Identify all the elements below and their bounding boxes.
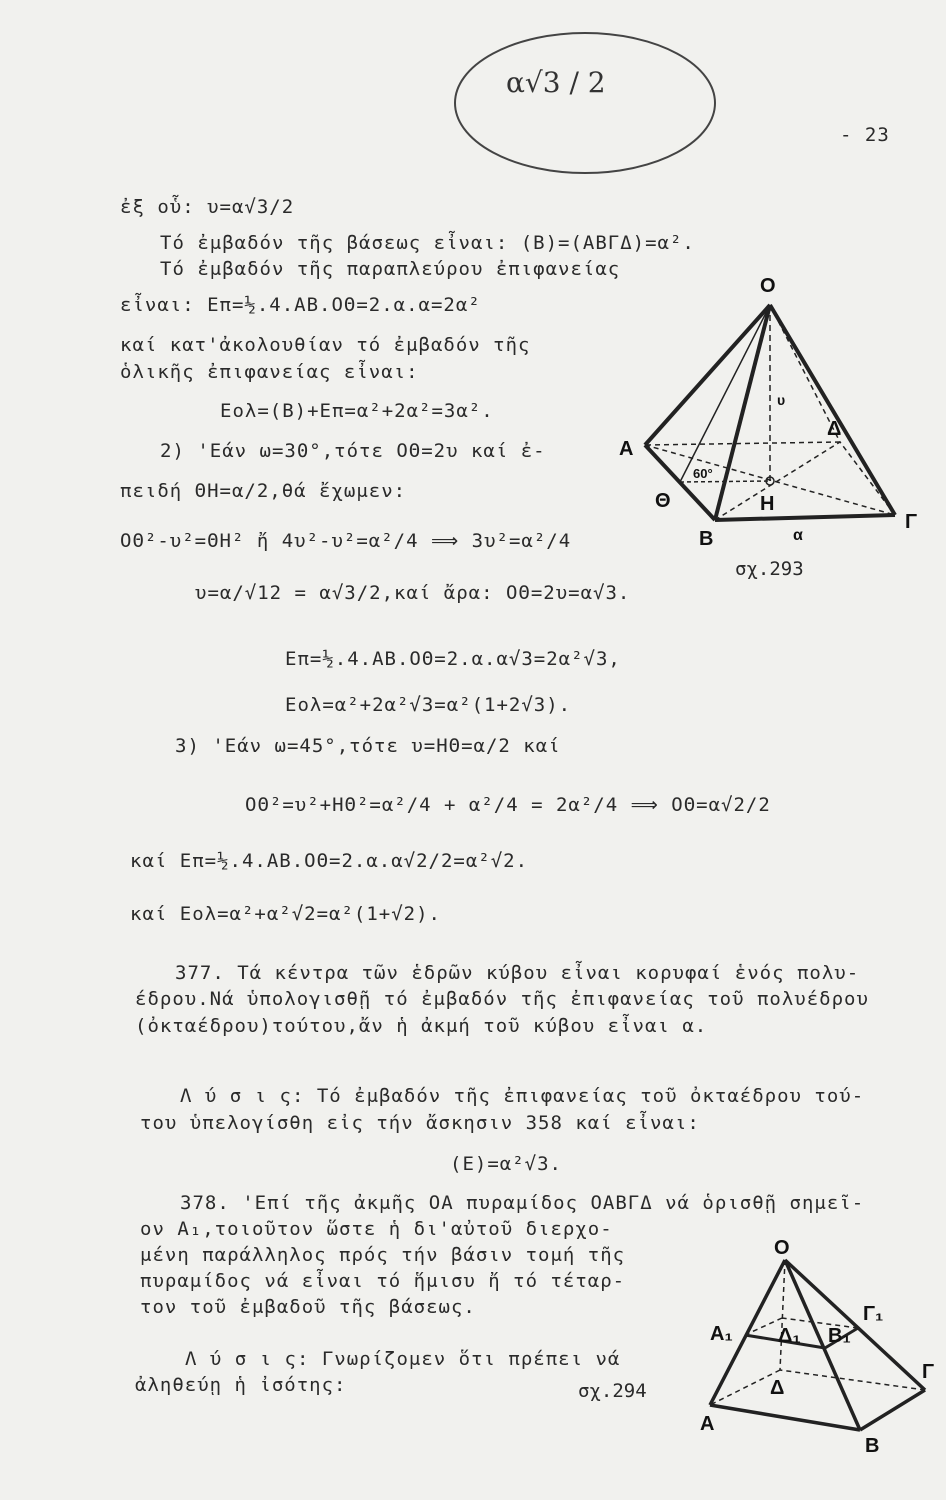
label-angle: 60° — [693, 466, 713, 481]
vertex-G: Γ — [905, 511, 918, 533]
vertex-B1: B₁ — [828, 1325, 851, 1347]
text-line: έδρου.Νά ὑπολογισθῇ τό ἐμβαδόν τῆς ἐπιφανείας τοῦ πολυέδρου — [135, 988, 869, 1010]
text-line: εἶναι: Επ=½.4.ΑΒ.ΟΘ=2.α.α=2α² — [120, 294, 481, 316]
handwritten-note: α√3 / 2 — [506, 66, 606, 99]
text-line: Εολ=(Β)+Επ=α²+2α²=3α². — [220, 400, 494, 422]
text-line: Λ ύ σ ι ς: Γνωρίζομεν ὅτι πρέπει νά — [185, 1348, 621, 1370]
vertex-Th: Θ — [655, 490, 671, 512]
vertex-B: B — [865, 1435, 880, 1457]
text-line: Επ=½.4.ΑΒ.ΟΘ=2.α.α√3=2α²√3, — [285, 648, 621, 670]
vertex-O: O — [760, 275, 776, 297]
vertex-D: Δ — [827, 418, 842, 440]
handwritten-circle — [450, 18, 730, 188]
text-line: 3) 'Εάν ω=45°,τότε υ=ΗΘ=α/2 καί — [175, 735, 561, 757]
text-line: τον τοῦ ἐμβαδοῦ τῆς βάσεως. — [140, 1296, 476, 1318]
vertex-G: Γ — [922, 1361, 935, 1383]
text-line: ἀληθεύῃ ἡ ἰσότης: — [135, 1374, 347, 1396]
text-line: καί κατ'ἀκολουθίαν τό ἐμβαδόν τῆς — [120, 334, 531, 356]
page-number: - 23 — [840, 124, 890, 146]
text-line: 377. Τά κέντρα τῶν ἑδρῶν κύβου εἶναι κορυφαί ἑνός πολυ- — [175, 962, 860, 984]
text-line: (Ε)=α²√3. — [450, 1153, 562, 1175]
text-line: (ὀκταέδρου)τούτου,ἄν ἡ ἀκμή τοῦ κύβου εἶναι α. — [135, 1015, 708, 1037]
vertex-A: A — [619, 438, 634, 460]
vertex-A1: A₁ — [710, 1323, 733, 1345]
vertex-H: H — [760, 493, 775, 515]
label-a: α — [793, 527, 803, 544]
text-line: μένη παράλληλος πρός τήν βάσιν τομή τῆς — [140, 1244, 626, 1266]
text-line: του ὑπελογίσθη εἰς τήν ἄσκησιν 358 καί εἶναι: — [140, 1112, 700, 1134]
vertex-D: Δ — [770, 1377, 785, 1399]
vertex-O: O — [774, 1240, 790, 1259]
figure-294 — [700, 1240, 940, 1460]
figure-293 — [615, 270, 935, 550]
figure-293-caption: σχ.293 — [735, 558, 804, 580]
text-line: πυραμίδος νά εἶναι τό ἥμισυ ἤ τό τέταρ- — [140, 1270, 626, 1292]
text-line: καί Εολ=α²+α²√2=α²(1+√2). — [130, 903, 441, 925]
text-line: καί Επ=½.4.ΑΒ.ΟΘ=2.α.α√2/2=α²√2. — [130, 850, 529, 872]
text-line: ἐξ οὗ: υ=α√3/2 — [120, 196, 295, 218]
vertex-D1: Δ₁ — [778, 1325, 801, 1347]
text-line: ΟΘ²-υ²=ΘΗ² ἤ 4υ²-υ²=α²/4 ⟹ 3υ²=α²/4 — [120, 530, 572, 552]
text-line: πειδή ΘΗ=α/2,θά ἔχωμεν: — [120, 480, 407, 502]
text-line: υ=α/√12 = α√3/2,καί ἄρα: ΟΘ=2υ=α√3. — [195, 582, 631, 604]
text-line: ΟΘ²=υ²+ΗΘ²=α²/4 + α²/4 = 2α²/4 ⟹ ΟΘ=α√2/2 — [245, 794, 771, 816]
vertex-G1: Γ₁ — [863, 1303, 884, 1325]
text-line: Λ ύ σ ι ς: Τό ἐμβαδόν τῆς ἐπιφανείας τοῦ ὀκταέδρου τού- — [180, 1085, 865, 1107]
text-line: ὁλικῆς ἐπιφανείας εἶναι: — [120, 361, 419, 383]
text-line: 378. 'Επί τῆς ἀκμῆς ΟΑ πυραμίδος ΟΑΒΓΔ νά ὁρισθῇ σημεῖ- — [180, 1192, 865, 1214]
text-line: Τό ἐμβαδόν τῆς βάσεως εἶναι: (Β)=(ΑΒΓΔ)=α². — [160, 232, 695, 254]
text-line: 2) 'Εάν ω=30°,τότε ΟΘ=2υ καί ἐ- — [160, 440, 546, 462]
figure-294-caption: σχ.294 — [578, 1380, 647, 1402]
text-line: Τό ἐμβαδόν τῆς παραπλεύρου ἐπιφανείας — [160, 258, 621, 280]
vertex-B: B — [699, 528, 714, 550]
text-line: ον Α₁,τοιοῦτον ὥστε ἡ δι'αὐτοῦ διερχο- — [140, 1218, 613, 1240]
vertex-A: A — [700, 1413, 715, 1435]
label-u: υ — [777, 392, 786, 408]
text-line: Εολ=α²+2α²√3=α²(1+2√3). — [285, 694, 572, 716]
